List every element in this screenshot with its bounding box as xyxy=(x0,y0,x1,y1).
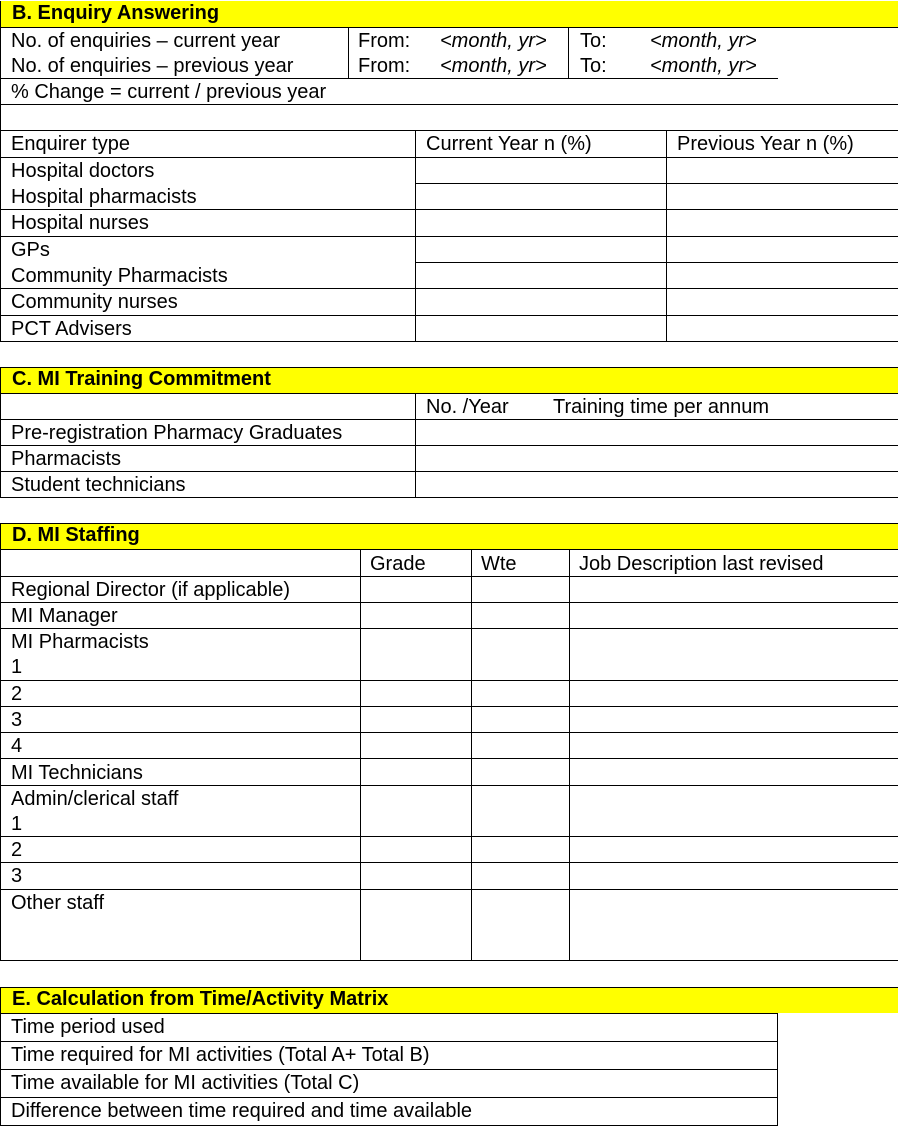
staff-mi-pharmacists: MI Pharmacists xyxy=(11,631,149,653)
section-c-title: C. MI Training Commitment xyxy=(12,368,271,390)
col-grade: Grade xyxy=(370,553,426,575)
staff-number: 1 xyxy=(11,656,23,678)
enquirer-type-item: Hospital pharmacists xyxy=(11,186,197,208)
staff-number: 2 xyxy=(11,683,23,705)
staff-number: 3 xyxy=(11,865,23,887)
enquiries-previous-label: No. of enquiries – previous year xyxy=(11,55,294,77)
training-row-label: Pharmacists xyxy=(11,448,122,470)
section-b-header xyxy=(0,1,898,27)
staff-admin-clerical: Admin/clerical staff xyxy=(11,788,179,810)
enquiries-previous-from-label: From: xyxy=(358,55,411,77)
staff-mi-manager: MI Manager xyxy=(11,605,118,627)
enquiries-current-label: No. of enquiries – current year xyxy=(11,30,281,52)
col-no-per-year: No. /Year xyxy=(426,396,509,418)
col-job-description: Job Description last revised xyxy=(579,553,824,575)
enquiries-previous-to-value[interactable]: <month, yr> xyxy=(650,55,757,77)
enquiries-current-to-value[interactable]: <month, yr> xyxy=(650,30,757,52)
enquirer-type-item: Hospital doctors xyxy=(11,160,155,182)
staff-other: Other staff xyxy=(11,892,105,914)
section-c-header xyxy=(0,367,898,393)
training-row-label: Student technicians xyxy=(11,474,186,496)
current-year-cell[interactable] xyxy=(416,158,666,183)
section-e-title: E. Calculation from Time/Activity Matrix xyxy=(12,988,389,1010)
calc-row-label: Time period used xyxy=(11,1016,165,1038)
enquirer-type-item: Community nurses xyxy=(11,291,178,313)
enquiries-current-from-label: From: xyxy=(358,30,411,52)
enquirer-type-item: PCT Advisers xyxy=(11,318,132,340)
training-row-label: Pre-registration Pharmacy Graduates xyxy=(11,422,343,444)
section-d-header xyxy=(0,523,898,549)
col-previous-year: Previous Year n (%) xyxy=(677,133,854,155)
enquirer-type-item: GPs xyxy=(11,239,50,261)
staff-number: 2 xyxy=(11,839,23,861)
percent-change-label: % Change = current / previous year xyxy=(11,81,327,103)
section-b-title: B. Enquiry Answering xyxy=(12,2,220,24)
section-e-header xyxy=(0,987,898,1013)
col-training-time: Training time per annum xyxy=(553,396,770,418)
calc-row-label: Time required for MI activities (Total A+ Total B) xyxy=(11,1044,430,1066)
enquirer-type-item: Community Pharmacists xyxy=(11,265,228,287)
staff-number: 1 xyxy=(11,813,23,835)
section-d-title: D. MI Staffing xyxy=(12,524,140,546)
staff-mi-technicians: MI Technicians xyxy=(11,762,143,784)
enquiries-current-from-value[interactable]: <month, yr> xyxy=(440,30,547,52)
col-wte: Wte xyxy=(481,553,517,575)
enquiries-previous-from-value[interactable]: <month, yr> xyxy=(440,55,547,77)
calc-row-label: Time available for MI activities (Total C) xyxy=(11,1072,360,1094)
staff-number: 3 xyxy=(11,709,23,731)
enquiries-current-to-label: To: xyxy=(580,30,607,52)
staff-number: 4 xyxy=(11,735,23,757)
staff-regional-director: Regional Director (if applicable) xyxy=(11,579,291,601)
previous-year-cell[interactable] xyxy=(667,158,898,183)
col-enquirer-type: Enquirer type xyxy=(11,133,130,155)
calc-row-label: Difference between time required and time available xyxy=(11,1100,473,1122)
enquiries-previous-to-label: To: xyxy=(580,55,607,77)
col-current-year: Current Year n (%) xyxy=(426,133,592,155)
enquirer-type-item: Hospital nurses xyxy=(11,212,149,234)
